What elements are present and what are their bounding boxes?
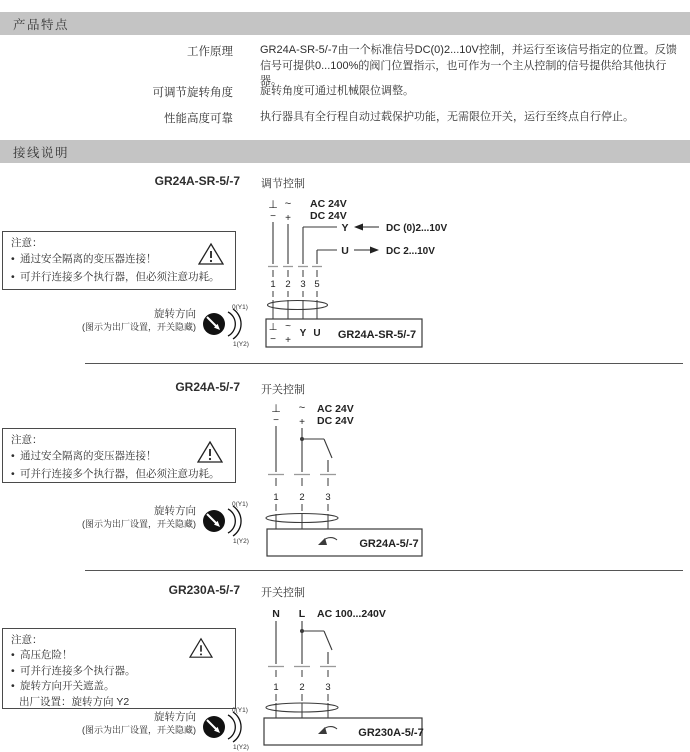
signal-u-label: U — [341, 245, 349, 257]
svg-text:1(Y2): 1(Y2) — [233, 538, 249, 545]
note-item — [11, 664, 227, 680]
section-header-product-features — [0, 12, 690, 35]
wire-break-marks — [268, 267, 322, 278]
wiring-diagram-gr230a — [253, 602, 488, 752]
note-text: 可并行连接多个执行器，但必须注意功耗。 — [20, 467, 220, 480]
wires — [273, 222, 379, 264]
lower-wires — [273, 291, 317, 319]
bullet: • — [11, 253, 15, 265]
warning-triangle-icon — [197, 440, 223, 464]
supply-ac-label: AC 24V — [317, 403, 354, 415]
svg-text:2: 2 — [299, 682, 305, 693]
supply-dc-label: DC 24V — [310, 210, 347, 222]
rotation-direction-icon — [200, 497, 250, 545]
supply-symbols — [271, 402, 354, 428]
signal-y-label: Y — [341, 222, 349, 234]
feature-label-working-principle: 工作原理 — [187, 46, 233, 58]
svg-text:1: 1 — [270, 279, 276, 290]
actuator-model-label: GR230A-5/-7 — [358, 727, 424, 739]
diagram3-control-type: 开关控制 — [261, 587, 305, 599]
diagram2-model-title: GR24A-5/-7 — [175, 380, 240, 394]
note-box-gr24a — [2, 428, 236, 483]
svg-text:⊥: ⊥ — [271, 403, 281, 415]
wire-break-marks — [268, 667, 336, 678]
svg-text:1: 1 — [273, 682, 279, 693]
arrow-right-icon — [370, 247, 379, 254]
actuator-model-label: GR24A-SR-5/-7 — [337, 329, 417, 341]
wiring-diagram-gr24a — [253, 398, 488, 563]
svg-text:1(Y2): 1(Y2) — [233, 341, 249, 348]
note-item — [11, 269, 227, 287]
note-text: 可并行连接多个执行器。 — [20, 664, 136, 677]
wire-break-marks — [268, 475, 336, 487]
rotation-text — [20, 703, 196, 737]
diagram1-control-type: 调节控制 — [261, 178, 305, 190]
note-box-gr24a-sr — [2, 231, 236, 290]
note-text: 通过安全隔离的变压器连接！ — [20, 450, 157, 462]
rotation-sublabel: (图示为出厂设置，开关隐藏) — [82, 322, 196, 332]
note-text: 旋转方向开关遮盖。 — [20, 680, 115, 692]
svg-text:~: ~ — [298, 402, 306, 414]
wiring-diagram-gr24a-sr — [253, 193, 488, 355]
rotation-label: 旋转方向 — [154, 505, 196, 517]
diagram3-model-title: GR230A-5/-7 — [168, 583, 240, 597]
feature-text-adjustable-angle: 旋转角度可通过机械限位调整。 — [260, 85, 414, 97]
svg-text:3: 3 — [325, 492, 331, 503]
rotation-direction-block — [20, 703, 250, 751]
rotation-label: 旋转方向 — [154, 711, 196, 723]
junction-node — [300, 437, 304, 441]
cable-grommet-icon — [268, 301, 328, 310]
feature-label-adjustable-angle: 可调节旋转角度 — [152, 87, 233, 99]
note-item — [11, 679, 227, 695]
bullet: • — [11, 664, 15, 677]
svg-text:1(Y2): 1(Y2) — [233, 744, 249, 751]
bullet: • — [11, 270, 15, 283]
svg-text:−: − — [273, 415, 279, 426]
wires — [276, 426, 332, 472]
svg-text:L: L — [298, 608, 306, 620]
rotation-sublabel: (图示为出厂设置，开关隐藏) — [82, 725, 196, 735]
bullet: • — [11, 649, 15, 661]
note-text: 通过安全隔离的变压器连接！ — [20, 253, 157, 265]
svg-text:3: 3 — [300, 279, 306, 290]
svg-text:U: U — [313, 328, 321, 339]
svg-text:−: − — [270, 211, 276, 222]
svg-text:2: 2 — [285, 279, 291, 290]
rotation-direction-icon — [200, 300, 250, 348]
terminal-numbers — [273, 682, 330, 693]
rotation-text — [20, 300, 196, 334]
svg-text:N: N — [272, 608, 280, 620]
bullet: • — [11, 450, 15, 462]
note-title: 注意： — [11, 237, 43, 249]
note-factory-setting: 出厂设置：旋转方向 Y2 — [19, 695, 130, 708]
feature-text-high-reliability: 执行器具有全行程自动过载保护功能，无需限位开关，运行至终点自行停止。 — [260, 111, 634, 123]
lower-wires — [276, 504, 328, 529]
note-title: 注意： — [11, 634, 43, 646]
rotation-text — [20, 497, 196, 531]
note-title: 注意： — [11, 434, 43, 446]
note-item — [11, 466, 227, 484]
terminal-numbers — [273, 492, 330, 503]
signal-u-range: DC 2...10V — [386, 246, 435, 257]
rotation-label: 旋转方向 — [154, 308, 196, 320]
separator-line — [85, 570, 683, 571]
svg-text:3: 3 — [325, 682, 331, 693]
note-item — [11, 251, 227, 269]
rotation-sublabel: (图示为出厂设置，开关隐藏) — [82, 519, 196, 529]
svg-text:⊥: ⊥ — [268, 199, 278, 211]
supply-symbols — [268, 198, 347, 224]
rotation-direction-icon — [200, 703, 250, 751]
svg-text:1: 1 — [273, 492, 279, 503]
actuator-model-label: GR24A-5/-7 — [359, 538, 419, 550]
section-header-label: 接线说明 — [13, 145, 70, 160]
supply-ac-label: AC 24V — [310, 198, 347, 210]
svg-text:~: ~ — [285, 321, 291, 332]
diagram1-model-title: GR24A-SR-5/-7 — [154, 174, 240, 188]
section-header-label: 产品特点 — [13, 17, 70, 32]
feature-label-high-reliability: 性能高度可靠 — [164, 113, 233, 125]
warning-triangle-icon — [198, 242, 224, 266]
rotation-direction-block — [20, 497, 250, 545]
note-text: 可并行连接多个执行器，但必须注意功耗。 — [20, 270, 220, 283]
supply-ac-label: AC 100...240V — [317, 608, 386, 620]
svg-text:−: − — [270, 334, 276, 345]
svg-text:0(Y1): 0(Y1) — [232, 304, 248, 311]
note-text: 高压危险！ — [20, 649, 73, 661]
svg-text:+: + — [285, 335, 291, 346]
warning-triangle-icon — [189, 637, 213, 659]
svg-text:0(Y1): 0(Y1) — [232, 501, 248, 508]
svg-text:~: ~ — [284, 198, 292, 210]
svg-text:⊥: ⊥ — [268, 322, 278, 333]
svg-text:0(Y1): 0(Y1) — [232, 707, 248, 714]
diagram2-control-type: 开关控制 — [261, 384, 305, 396]
terminal-numbers — [270, 279, 319, 290]
svg-text:2: 2 — [299, 492, 305, 503]
arrow-left-icon — [354, 224, 363, 231]
lower-wires — [276, 694, 328, 718]
rotation-direction-block — [20, 300, 250, 348]
svg-text:+: + — [299, 417, 305, 428]
wires — [276, 621, 332, 664]
bullet: • — [11, 467, 15, 480]
section-header-wiring — [0, 140, 690, 163]
junction-node — [300, 629, 304, 633]
bullet: • — [11, 680, 15, 692]
note-box-gr230a — [2, 628, 236, 709]
signal-y-range: DC (0)2...10V — [386, 223, 448, 234]
feature-text-working-principle: GR24A-SR-5/-7由一个标准信号DC(0)2...10V控制，并运行至该信号指定的位置。反馈信号可提供0...100%的阀门位置指示，也可作为一个主从控制的信号提供给其他执行器。 — [260, 44, 677, 87]
supply-dc-label: DC 24V — [317, 415, 354, 427]
separator-line — [85, 363, 683, 364]
note-item — [11, 448, 227, 466]
svg-text:+: + — [285, 213, 291, 224]
supply-symbols — [272, 608, 386, 620]
signal-labels — [341, 222, 447, 257]
svg-text:Y: Y — [299, 328, 307, 339]
svg-text:5: 5 — [314, 279, 320, 290]
